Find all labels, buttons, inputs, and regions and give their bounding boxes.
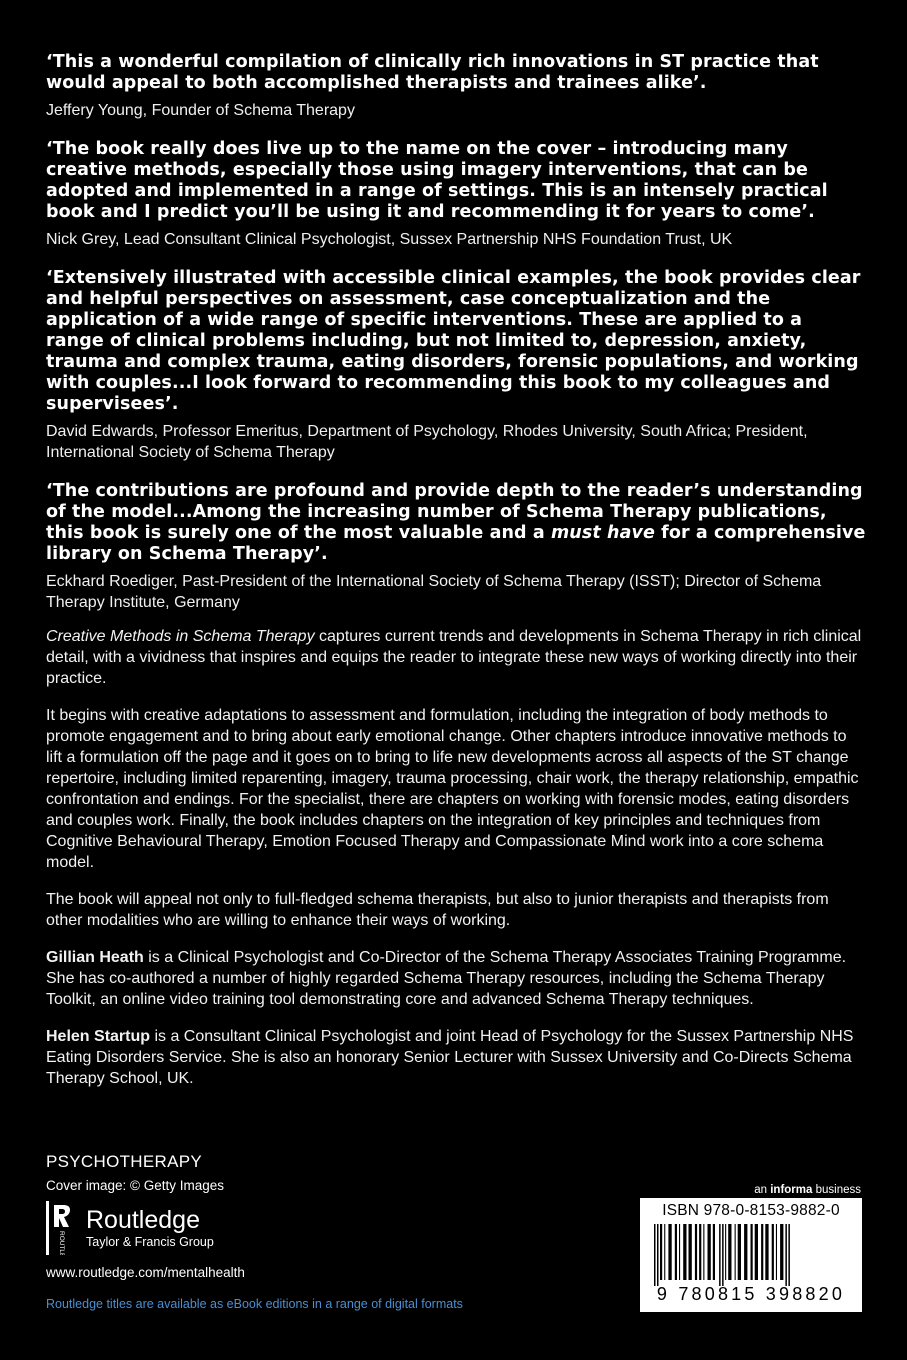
barcode-bar <box>683 1224 686 1280</box>
publisher-block <box>46 1152 446 1280</box>
informa-brand: informa <box>770 1184 813 1196</box>
quote-text <box>46 481 866 565</box>
publisher-name: Routledge <box>86 1206 200 1234</box>
endorsement-quote <box>46 268 866 463</box>
endorsement-quote <box>46 139 866 250</box>
barcode-bar <box>780 1224 783 1280</box>
description-paragraph: It begins with creative adaptations to assessment and formulation, including the integration of body methods to promote engagement and to bring about early emotional change. Other chapters introduce innovative methods to lift a formulation off the page and it goes on to bring to life new developments across all aspects of the ST change repertoire, including limited reparenting, imagery, trauma processing, chair work, the therapy relationship, empathic confrontation and endings. For the specialist, there are chapters on working with forensic modes, eating disorders and couples work. Finally, the book includes chapters on the integration of key principles and techniques from Cognitive Behavioural Therapy, Emotion Focused Therapy and Compassionate Mind work into a core schema model. <box>46 707 859 871</box>
barcode-bar <box>699 1224 701 1280</box>
barcode-bar <box>689 1224 692 1280</box>
quote-text: ‘The book really does live up to the name on the cover – introducing many creative methods, especially those using imagery interventions, that can be adopted and implemented in a range of settings. This is an intensely practical book and I predict you’ll be using it and recommending it for years to come’. <box>46 139 828 222</box>
routledge-logo-mark <box>46 1201 74 1255</box>
quote-attribution: Jeffery Young, Founder of Schema Therapy <box>46 102 355 119</box>
barcode-bar <box>776 1224 777 1280</box>
subject-category: PSYCHOTHERAPY <box>46 1152 202 1171</box>
quote-text-part: for a comprehensive library on Schema Therapy’. <box>46 523 866 564</box>
barcode-bar <box>664 1224 665 1280</box>
description-paragraph <box>46 626 866 689</box>
endorsement-quote <box>46 52 866 121</box>
book-title: Creative Methods in Schema Therapy <box>46 628 315 645</box>
routledge-logo <box>46 1201 446 1255</box>
barcode-bar <box>772 1224 774 1280</box>
barcode-bar <box>703 1224 704 1280</box>
quote-emphasis: must have <box>550 523 655 543</box>
informa-tagline <box>754 1184 861 1196</box>
barcode-bar <box>679 1224 680 1280</box>
barcode-bar <box>695 1224 697 1280</box>
barcode-bar <box>722 1224 724 1286</box>
barcode-bar <box>708 1224 711 1280</box>
informa-prefix: an <box>754 1184 771 1196</box>
endorsement-quote <box>46 481 866 613</box>
barcode-bar <box>755 1224 758 1280</box>
isbn-number: ISBN 978-0-8153-9882-0 <box>662 1202 840 1219</box>
publisher-website[interactable]: www.routledge.com/mentalhealth <box>46 1265 245 1280</box>
cover-credit: Cover image: © Getty Images <box>46 1178 225 1193</box>
author-name: Helen Startup <box>46 1028 151 1045</box>
barcode-bar <box>788 1224 790 1286</box>
barcode-bar <box>738 1224 741 1280</box>
description-paragraph: The book will appeal not only to full-fledged schema therapists, but also to junior therapists and therapists from other modalities who are willing to enhance their ways of working. <box>46 891 829 929</box>
informa-suffix: business <box>812 1184 861 1196</box>
barcode-bar <box>719 1224 721 1286</box>
routledge-r-icon <box>46 1201 74 1255</box>
quote-attribution: Eckhard Roediger, Past-President of the International Society of Schema Therapy (ISST); Director of Schema Therapy Institute, Germany <box>46 573 822 611</box>
quote-attribution: Nick Grey, Lead Consultant Clinical Psychologist, Sussex Partnership NHS Foundation Trust, UK <box>46 231 733 248</box>
logo-text <box>86 1206 214 1250</box>
barcode-bar <box>675 1224 677 1280</box>
barcode-bar <box>735 1224 736 1280</box>
barcode-bar <box>744 1224 747 1280</box>
barcode-bar <box>761 1224 763 1280</box>
author-bio <box>46 1026 866 1089</box>
book-description <box>46 626 866 1105</box>
barcode-bar <box>751 1224 753 1280</box>
barcode-bar <box>765 1224 768 1280</box>
quote-text-part: ‘The contributions are profound and provide depth to the reader’s understanding of the model...Among the increasing number of Schema Therapy publications, this book is surely one of the most valuable and a <box>46 481 863 543</box>
barcode-bar <box>668 1224 671 1280</box>
author-bio <box>46 947 866 1010</box>
barcode-bars <box>650 1224 852 1286</box>
endorsements <box>46 52 866 631</box>
quote-attribution: David Edwards, Professor Emeritus, Department of Psychology, Rhodes University, South Africa; President, International Society of Schema Therapy <box>46 423 808 461</box>
description-text: captures current trends and developments in Schema Therapy in rich clinical detail, with a vividness that inspires and equips the reader to integrate these new ways of working directly into their practice. <box>46 628 862 687</box>
barcode-bar <box>657 1224 659 1286</box>
ebook-note: Routledge titles are available as eBook editions in a range of digital formats <box>46 1297 463 1311</box>
quote-text: ‘Extensively illustrated with accessible clinical examples, the book provides clear and helpful perspectives on assessment, case conceptualization and the application of a wide range of specific interventions. These are applied to a range of clinical problems including, but not limited to, depression, anxiety, trauma and complex trauma, eating disorders, forensic populations, and working with couples...I look forward to recommending this book to my colleagues and supervisees’. <box>46 268 861 414</box>
author-bio-text: is a Clinical Psychologist and Co-Director of the Schema Therapy Associates Training Programme. She has co-authored a number of highly regarded Schema Therapy resources, including the Schema Therapy Toolkit, an online video training tool demonstrating core and advanced Schema Therapy techniques. <box>46 949 847 1008</box>
isbn-barcode <box>640 1198 862 1312</box>
quote-text: ‘This a wonderful compilation of clinically rich innovations in ST practice that would appeal to both accomplished therapists and trainees alike’. <box>46 52 819 93</box>
author-bio-text: is a Consultant Clinical Psychologist and joint Head of Psychology for the Sussex Partnership NHS Eating Disorders Service. She is also an honorary Senior Lecturer with Sussex University and Co-Directs Schema Therapy School, UK. <box>46 1028 854 1087</box>
barcode-bar <box>728 1224 731 1280</box>
author-name: Gillian Heath <box>46 949 144 966</box>
barcode-bar <box>654 1224 656 1286</box>
barcode-bar <box>713 1224 715 1280</box>
barcode-digits: 9 780815 398820 <box>656 1284 846 1304</box>
barcode-bar <box>785 1224 787 1286</box>
barcode-bar <box>660 1224 662 1280</box>
barcode-bar <box>725 1224 726 1280</box>
logo-vertical-text: ROUTLEDGE <box>58 1231 65 1255</box>
publisher-group: Taylor & Francis Group <box>86 1235 214 1249</box>
